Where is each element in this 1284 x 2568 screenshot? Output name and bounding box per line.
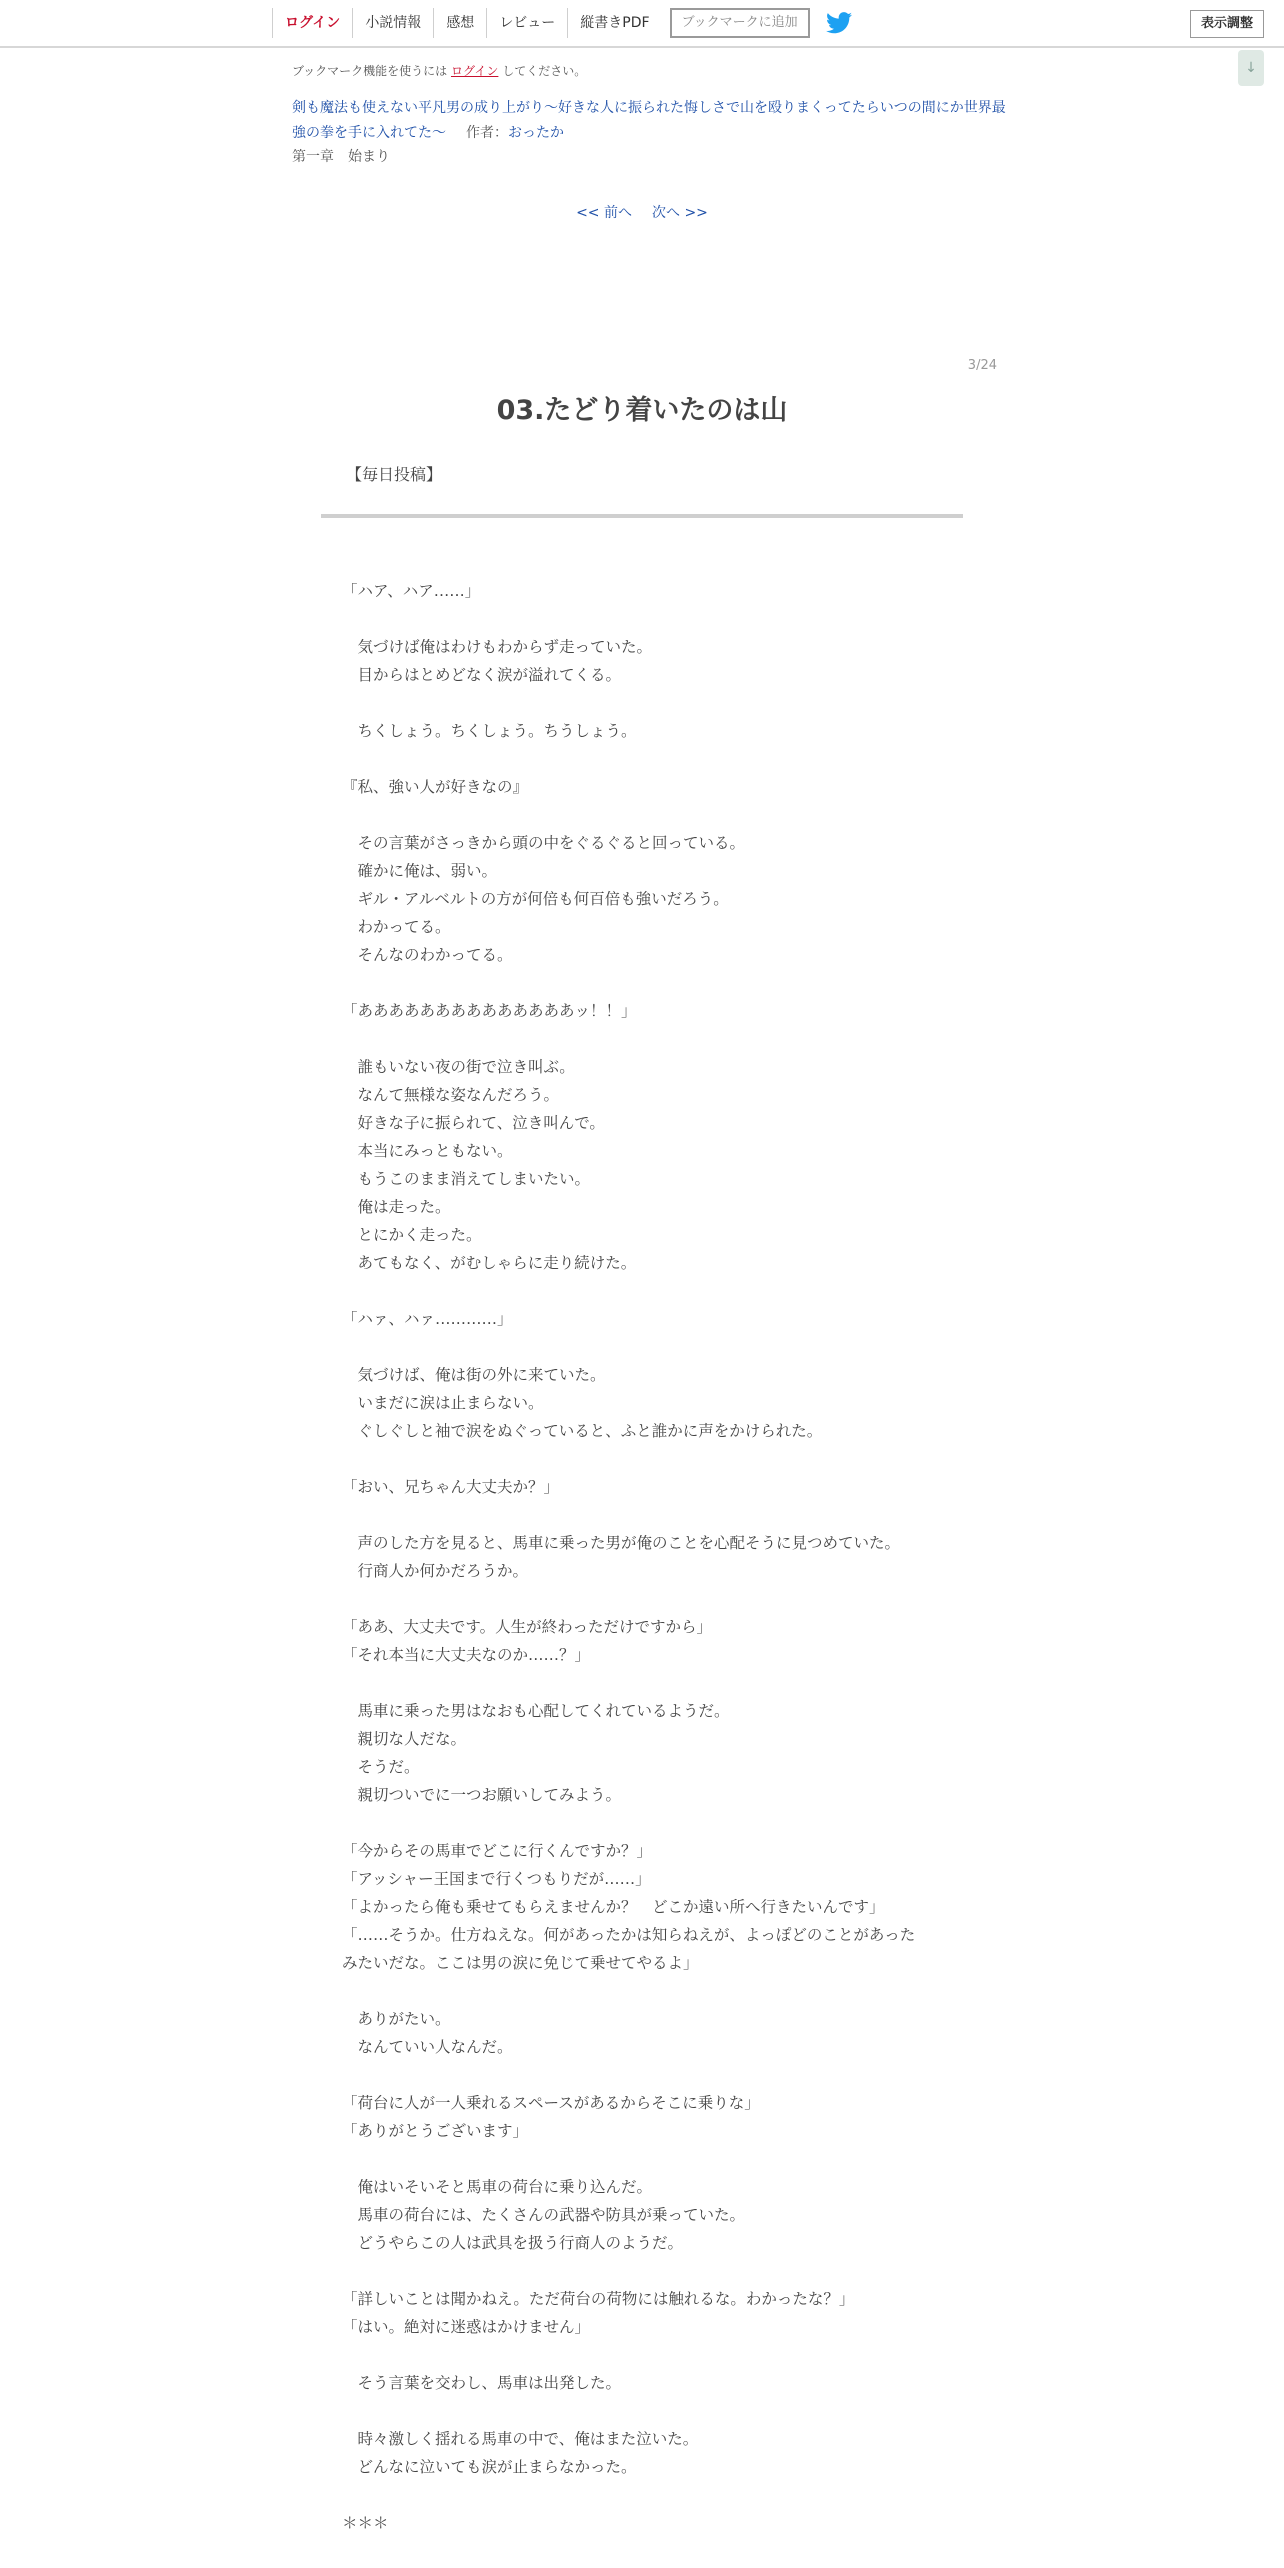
preface-text: 【毎日投稿】 xyxy=(346,465,443,484)
body-line xyxy=(342,1025,962,1053)
body-line: ちくしょう。ちくしょう。ちうしょう。 xyxy=(342,722,637,740)
body-line: そう言葉を交わし、馬車は出発した。 xyxy=(342,2374,622,2392)
scroll-down-icon[interactable]: ↓ xyxy=(1238,50,1264,86)
body-line: もうこのまま消えてしまいたい。 xyxy=(342,1170,591,1188)
series-title-link[interactable]: 剣も魔法も使えない平凡男の成り上がり〜好きな人に振られた悔しさで山を殴りまくってたらいつの間にか世界最強の拳を手に入れてた〜 xyxy=(292,100,1006,141)
body-line: ギル・アルベルトの方が何倍も何百倍も強いだろう。 xyxy=(342,890,729,908)
body-line xyxy=(342,605,962,633)
top-nav xyxy=(272,8,852,38)
body-line xyxy=(342,2341,962,2369)
body-line xyxy=(342,1333,962,1361)
twitter-icon[interactable] xyxy=(826,12,852,34)
body-line xyxy=(342,1445,962,1473)
body-line xyxy=(342,1501,962,1529)
body-line: 「ハア、ハア……」 xyxy=(342,582,481,600)
body-line: 好きな子に振られて、泣き叫んで。 xyxy=(342,1114,605,1132)
body-line: なんていい人なんだ。 xyxy=(342,2038,513,2056)
body-line xyxy=(342,801,962,829)
body-line: 「アッシャー王国まで行くつもりだが……」 xyxy=(342,1870,651,1888)
body-line: 「それ本当に大丈夫なのか……？」 xyxy=(342,1646,591,1664)
body-line: 本当にみっともない。 xyxy=(342,1142,513,1160)
nav-review-link[interactable]: レビュー xyxy=(486,8,567,38)
body-line: 馬車の荷台には、たくさんの武器や防具が乗っていた。 xyxy=(342,2206,746,2224)
body-line xyxy=(342,1977,962,2005)
body-line: 気づけば、俺は街の外に来ていた。 xyxy=(342,1366,606,1384)
body-line xyxy=(342,2397,962,2425)
body-line: どうやらこの人は武具を扱う行商人のようだ。 xyxy=(342,2234,684,2252)
notice-login-link[interactable]: ログイン xyxy=(450,64,499,78)
body-line: 親切ついでに一つお願いしてみよう。 xyxy=(342,1786,622,1804)
series-info xyxy=(292,96,1012,146)
body-line: 目からはとめどなく涙が溢れてくる。 xyxy=(342,666,622,684)
body-line xyxy=(342,745,962,773)
top-header xyxy=(0,0,1284,48)
body-line xyxy=(342,689,962,717)
body-line: いまだに涙は止まらない。 xyxy=(342,1394,544,1412)
episode-title: 03.たどり着いたのは山 xyxy=(496,395,788,426)
body-line xyxy=(342,1585,962,1613)
body-line: 「詳しいことは聞かねえ。ただ荷台の荷物には触れるな。わかったな？」 xyxy=(342,2290,855,2308)
episode-body xyxy=(342,577,962,2537)
body-line: 「ありがとうございます」 xyxy=(342,2122,529,2140)
bookmark-login-notice xyxy=(292,62,586,79)
body-line xyxy=(342,2145,962,2173)
body-line: 気づけば俺はわけもわからず走っていた。 xyxy=(342,638,653,656)
prev-episode-link[interactable]: << 前へ xyxy=(576,205,632,221)
body-line: 「荷台に人が一人乗れるスペースがあるからそこに乗りな」 xyxy=(342,2094,760,2112)
body-line: 確かに俺は、弱い。 xyxy=(342,862,498,880)
body-line: 「ああああああああああああああッ！！」 xyxy=(342,1002,637,1020)
body-line: どんなに泣いても涙が止まらなかった。 xyxy=(342,2458,637,2476)
preface-divider xyxy=(321,514,963,518)
body-line xyxy=(342,2257,962,2285)
page-number: 3/24 xyxy=(967,358,997,373)
body-line: 誰もいない夜の街で泣き叫ぶ。 xyxy=(342,1058,575,1076)
nav-vertical-pdf-link[interactable]: 縦書きPDF xyxy=(567,8,661,38)
author-label: 作者： xyxy=(466,125,508,141)
body-line xyxy=(342,969,962,997)
nav-novel-info-link[interactable]: 小説情報 xyxy=(352,8,433,38)
body-line: 「おい、兄ちゃん大丈夫か？」 xyxy=(342,1478,560,1496)
nav-impressions-link[interactable]: 感想 xyxy=(433,8,486,38)
body-line: なんて無様な姿なんだろう。 xyxy=(342,1086,560,1104)
body-line xyxy=(342,1277,962,1305)
body-line: 「ハァ、ハァ…………」 xyxy=(342,1310,513,1328)
body-line: 親切な人だな。 xyxy=(342,1730,467,1748)
display-settings-button[interactable]: 表示調整 xyxy=(1190,10,1264,38)
body-line: 『私、強い人が好きなの』 xyxy=(342,778,529,796)
body-line: 行商人か何かだろうか。 xyxy=(342,1562,529,1580)
body-line: その言葉がさっきから頭の中をぐるぐると回っている。 xyxy=(342,834,746,852)
nav-login-link[interactable]: ログイン xyxy=(272,8,352,38)
body-line: 「今からその馬車でどこに行くんですか？」 xyxy=(342,1842,653,1860)
body-line: ありがたい。 xyxy=(342,2010,451,2028)
body-line: 「……そうか。仕方ねえな。何があったかは知らねえが、よっぽどのことがあった xyxy=(342,1926,916,1944)
body-line: みたいだな。ここは男の涙に免じて乗せてやるよ」 xyxy=(342,1954,699,1972)
body-line: 声のした方を見ると、馬車に乗った男が俺のことを心配そうに見つめていた。 xyxy=(342,1534,901,1552)
add-bookmark-button[interactable]: ブックマークに追加 xyxy=(670,8,810,38)
notice-text-before: ブックマーク機能を使うには xyxy=(292,64,451,78)
body-line xyxy=(342,2481,962,2509)
author-link[interactable]: おったか xyxy=(508,125,564,141)
body-line xyxy=(342,2061,962,2089)
body-line: ぐしぐしと袖で涙をぬぐっていると、ふと誰かに声をかけられた。 xyxy=(342,1422,823,1440)
body-line: 「よかったら俺も乗せてもらえませんか？ どこか遠い所へ行きたいんです」 xyxy=(342,1898,885,1916)
chapter-title: 第一章 始まり xyxy=(292,149,390,165)
next-episode-link[interactable]: 次へ >> xyxy=(652,205,708,221)
body-line: そんなのわかってる。 xyxy=(342,946,513,964)
body-line: ＊＊＊ xyxy=(342,2514,389,2532)
body-line: 時々激しく揺れる馬車の中で、俺はまた泣いた。 xyxy=(342,2430,699,2448)
body-line xyxy=(342,1809,962,1837)
body-line: 「ああ、大丈夫です。人生が終わっただけですから」 xyxy=(342,1618,712,1636)
body-line: そうだ。 xyxy=(342,1758,420,1776)
episode-pager xyxy=(0,202,1284,222)
body-line: わかってる。 xyxy=(342,918,451,936)
body-line xyxy=(342,1669,962,1697)
body-line: 馬車に乗った男はなおも心配してくれているようだ。 xyxy=(342,1702,730,1720)
body-line: とにかく走った。 xyxy=(342,1226,482,1244)
body-line: 俺は走った。 xyxy=(342,1198,451,1216)
body-line: 俺はいそいそと馬車の荷台に乗り込んだ。 xyxy=(342,2178,653,2196)
body-line: あてもなく、がむしゃらに走り続けた。 xyxy=(342,1254,637,1272)
body-line: 「はい。絶対に迷惑はかけません」 xyxy=(342,2318,591,2336)
notice-text-after: してください。 xyxy=(498,64,587,78)
